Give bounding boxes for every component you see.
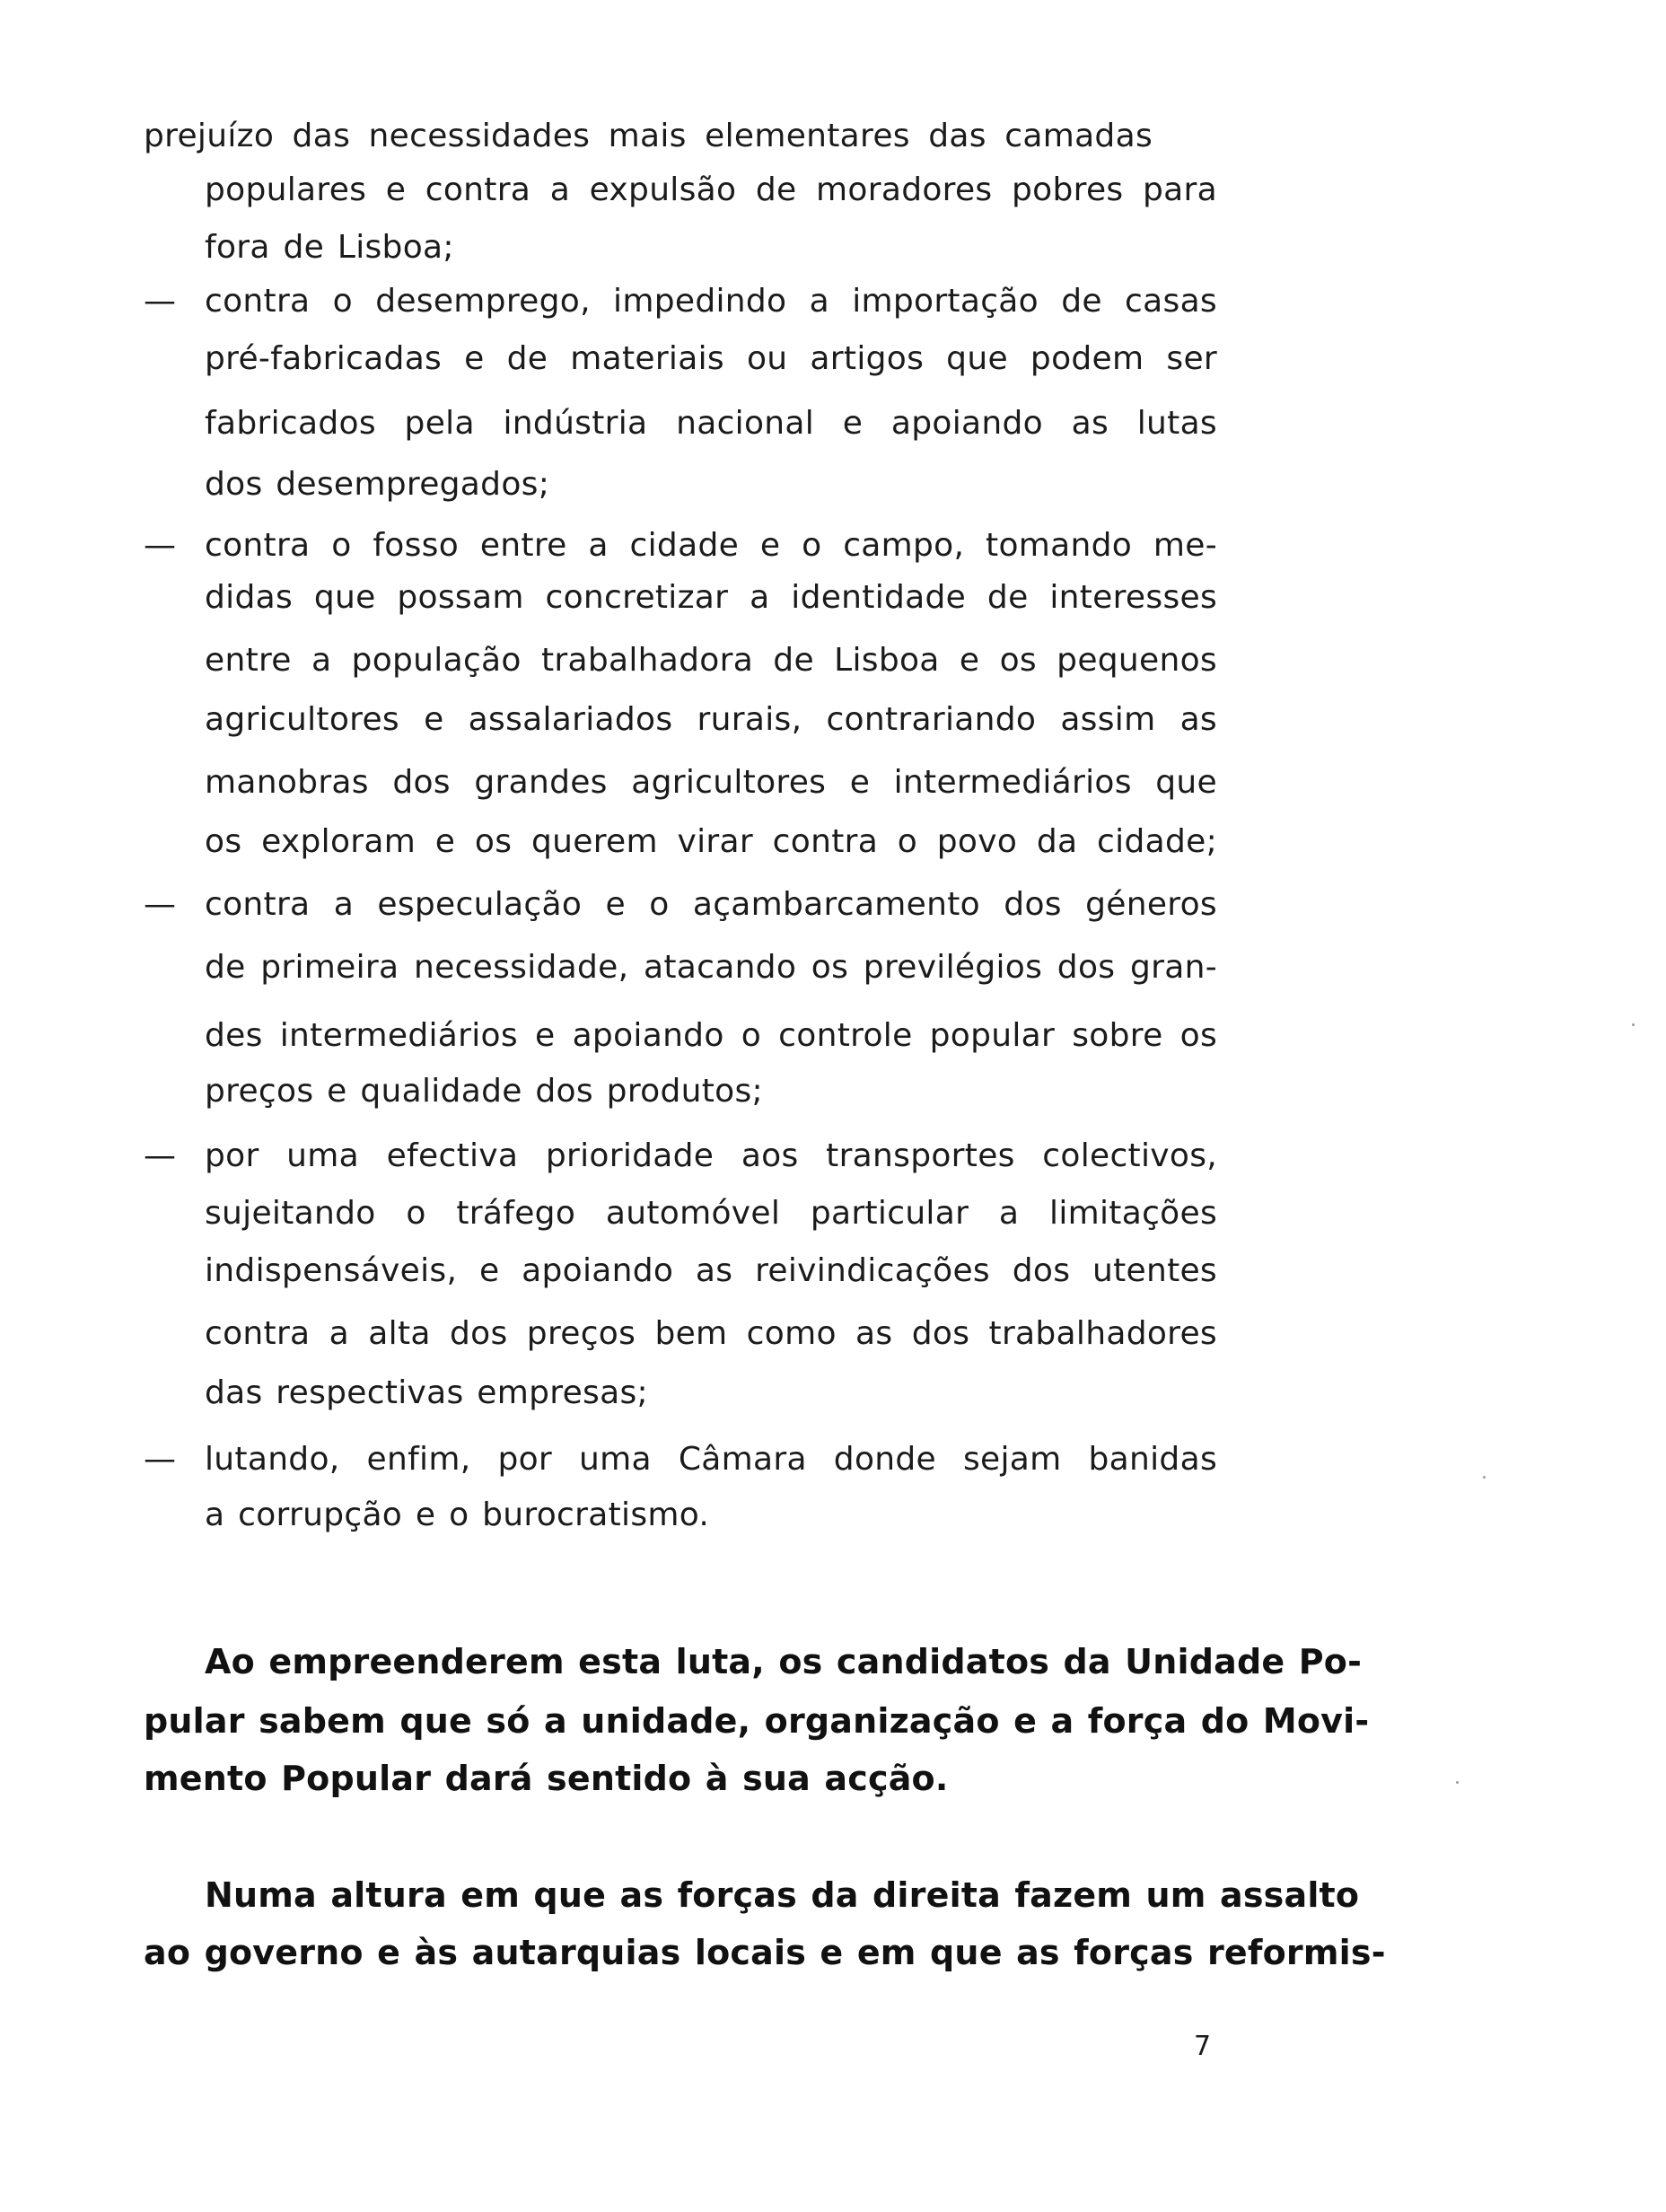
text-line: entre a população trabalhadora de Lisboa e os pequenos [205, 642, 1217, 679]
text-line: contra a alta dos preços bem como as dos trabalhadores [205, 1315, 1217, 1352]
text-line: sujeitando o tráfego automóvel particular a limitações [205, 1195, 1217, 1232]
text-line: fora de Lisboa; [205, 229, 454, 266]
list-dash: — [144, 1441, 176, 1478]
text-line: por uma efectiva prioridade aos transportes colectivos, [205, 1137, 1217, 1174]
list-dash: — [144, 527, 176, 564]
text-line: lutando, enfim, por uma Câmara donde sejam banidas [205, 1441, 1217, 1478]
scan-speck [1456, 1781, 1459, 1784]
list-dash: — [144, 283, 176, 320]
text-line: os exploram e os querem virar contra o povo da cidade; [205, 823, 1217, 860]
text-line: des intermediários e apoiando o controle popular sobre os [205, 1017, 1217, 1054]
text-line: prejuízo das necessidades mais elementares das camadas [144, 118, 1153, 154]
text-line: manobras dos grandes agricultores e intermediários que [205, 764, 1217, 801]
scan-speck [1632, 1023, 1635, 1026]
paragraph-line: pular sabem que só a unidade, organização e a força do Movi- [144, 1701, 1370, 1741]
list-dash: — [144, 1137, 176, 1174]
text-line: contra a especulação e o açambarcamento dos géneros [205, 886, 1217, 923]
list-dash: — [144, 886, 176, 923]
scan-speck [1483, 1476, 1486, 1479]
text-line: das respectivas empresas; [205, 1374, 648, 1411]
text-line: didas que possam concretizar a identidade de interesses [205, 579, 1217, 616]
text-line: pré-fabricadas e de materiais ou artigos que podem ser [205, 340, 1217, 377]
text-line: agricultores e assalariados rurais, contrariando assim as [205, 701, 1217, 738]
text-line: contra o desemprego, impedindo a importação de casas [205, 283, 1217, 320]
text-line: dos desempregados; [205, 466, 550, 503]
text-line: indispensáveis, e apoiando as reivindicações dos utentes [205, 1252, 1217, 1289]
text-line: fabricados pela indústria nacional e apoiando as lutas [205, 405, 1217, 442]
text-line: preços e qualidade dos produtos; [205, 1073, 763, 1110]
text-line: populares e contra a expulsão de moradores pobres para [205, 171, 1217, 208]
paragraph-line: mento Popular dará sentido à sua acção. [144, 1759, 949, 1798]
text-line: de primeira necessidade, atacando os previlégios dos gran- [205, 949, 1217, 986]
page-number: 7 [1194, 2031, 1212, 2062]
paragraph-line: Ao empreenderem esta luta, os candidatos da Unidade Po- [205, 1642, 1363, 1681]
text-line: a corrupção e o burocratismo. [205, 1497, 710, 1533]
paragraph-line: ao governo e às autarquias locais e em que as forças reformis- [144, 1933, 1386, 1972]
paragraph-line: Numa altura em que as forças da direita fazem um assalto [205, 1875, 1360, 1915]
text-line: contra o fosso entre a cidade e o campo, tomando me- [205, 527, 1217, 564]
